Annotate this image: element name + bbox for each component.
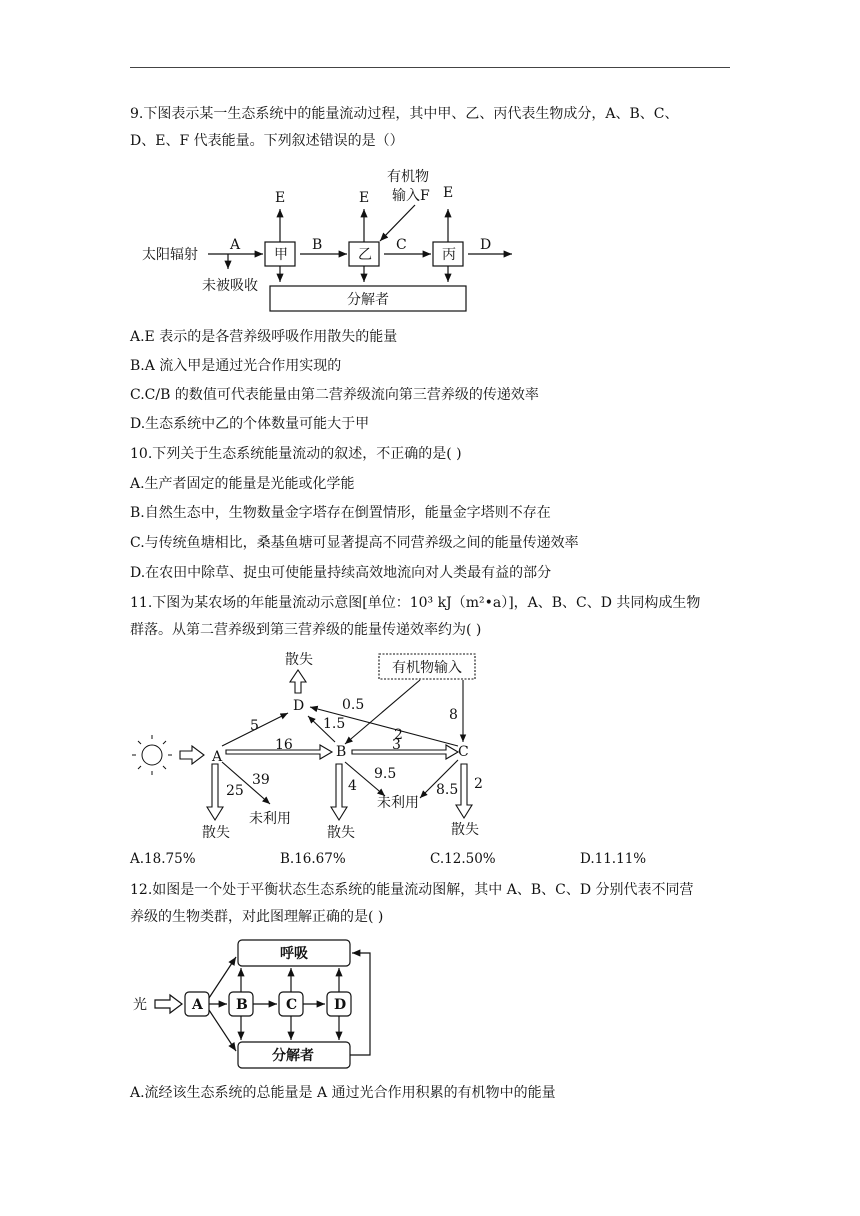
q11-value-a-d: 5 xyxy=(250,718,259,734)
q11-value-c-diss: 2 xyxy=(474,776,483,792)
q9-jia-label: 甲 xyxy=(274,247,288,263)
q9-option-a: A.E 表示的是各营养级呼吸作用散失的能量 xyxy=(130,329,398,345)
q9-unabsorbed-label: 未被吸收 xyxy=(202,278,258,294)
q10-stem: 10.下列关于生态系统能量流动的叙述，不正确的是( ) xyxy=(130,446,462,462)
q9-sun-label: 太阳辐射 xyxy=(142,247,198,263)
q9-option-b: B.A 流入甲是通过光合作用实现的 xyxy=(130,358,342,374)
q9-yi-label: 乙 xyxy=(358,247,372,263)
q9-arrow-b-label: B xyxy=(312,237,323,253)
q11-node-c: C xyxy=(458,744,469,760)
q11-unused-a: 未利用 xyxy=(249,811,291,827)
q9-energy-flow-diagram xyxy=(140,165,520,315)
q11-value-a-unused: 39 xyxy=(252,772,270,788)
q11-value-a-b: 16 xyxy=(275,737,293,753)
q12-stem-line2: 养级的生物类群，对此图理解正确的是( ) xyxy=(130,909,384,925)
q10-option-b: B.自然生态中，生物数量金字塔存在倒置情形，能量金字塔则不存在 xyxy=(130,505,551,521)
q12-energy-flow-diagram xyxy=(130,935,380,1071)
q11-energy-flow-diagram xyxy=(130,642,500,844)
q12-node-a: A xyxy=(192,997,203,1013)
q11-unused-bc: 未利用 xyxy=(377,795,419,811)
header-rule xyxy=(130,67,730,68)
q12-light-label: 光 xyxy=(133,997,147,1013)
q11-value-a-diss: 25 xyxy=(226,783,244,799)
q9-input-label-2: 输入F xyxy=(392,188,430,204)
q11-dissipate-b: 散失 xyxy=(327,825,355,841)
q12-option-a: A.流经该生态系统的总能量是 A 通过光合作用积累的有机物中的能量 xyxy=(130,1085,556,1101)
q9-stem-line1: 9.下图表示某一生态系统中的能量流动过程，其中甲、乙、丙代表生物成分，A、B、C、 xyxy=(130,106,679,122)
q12-resp-label: 呼吸 xyxy=(280,946,308,962)
q9-option-d: D.生态系统中乙的个体数量可能大于甲 xyxy=(130,416,370,432)
q9-input-label-1: 有机物 xyxy=(387,169,429,185)
q11-stem-line1: 11.下图为某农场的年能量流动示意图[单位：10³ kJ（m²•a）]，A、B、C、D 共同构成生物 xyxy=(130,595,701,611)
q11-dissipate-c: 散失 xyxy=(451,822,479,838)
q9-arrow-d-label: D xyxy=(480,237,492,253)
q9-e-label-1: E xyxy=(275,190,286,206)
q11-value-c-d: 0.5 xyxy=(342,697,365,713)
q11-stem-line2: 群落。从第二营养级到第三营养级的能量传递效率约为( ) xyxy=(130,622,482,638)
q11-value-b-d: 1.5 xyxy=(323,716,346,732)
q11-value-in-b: 2 xyxy=(394,727,403,743)
q11-value-b-c: 3 xyxy=(392,737,401,753)
q12-node-d: D xyxy=(334,997,347,1013)
q11-value-c-unused: 8.5 xyxy=(436,782,459,798)
q12-stem-line1: 12.如图是一个处于平衡状态生态系统的能量流动图解，其中 A、B、C、D 分别代表不同营 xyxy=(130,882,694,898)
q9-arrow-c-label: C xyxy=(396,237,407,253)
q11-node-b: B xyxy=(336,744,347,760)
q12-node-b: B xyxy=(236,997,248,1013)
q9-stem-line2: D、E、F 代表能量。下列叙述错误的是（） xyxy=(130,133,404,149)
q11-organic-input-label: 有机物输入 xyxy=(392,660,462,676)
q11-dissipate-a: 散失 xyxy=(202,825,230,841)
q11-value-b-diss: 4 xyxy=(348,778,357,794)
q11-value-in-c: 8 xyxy=(449,707,458,723)
sun-icon xyxy=(132,735,172,775)
q9-bing-label: 丙 xyxy=(442,247,456,263)
q10-option-a: A.生产者固定的能量是光能或化学能 xyxy=(130,476,355,492)
q11-node-a: A xyxy=(212,749,223,765)
q11-option-c: C.12.50% xyxy=(430,851,496,867)
q11-option-d: D.11.11% xyxy=(580,851,647,867)
q11-value-b-unused: 9.5 xyxy=(374,766,397,782)
q12-decomposer-label: 分解者 xyxy=(272,1048,314,1064)
q10-option-d: D.在农田中除草、捉虫可使能量持续高效地流向对人类最有益的部分 xyxy=(130,565,552,581)
q9-option-c: C.C/B 的数值可代表能量由第二营养级流向第三营养级的传递效率 xyxy=(130,387,539,403)
q12-node-c: C xyxy=(286,997,298,1013)
q9-decomposer-label: 分解者 xyxy=(347,292,389,308)
q9-e-label-3: E xyxy=(443,185,454,201)
q11-dissipate-top: 散失 xyxy=(285,652,313,668)
q9-arrow-a-label: A xyxy=(230,237,241,253)
q10-option-c: C.与传统鱼塘相比，桑基鱼塘可显著提高不同营养级之间的能量传递效率 xyxy=(130,535,579,551)
q11-option-b: B.16.67% xyxy=(280,851,346,867)
q11-option-a: A.18.75% xyxy=(130,851,196,867)
q9-e-label-2: E xyxy=(359,190,370,206)
q11-node-d: D xyxy=(293,698,305,714)
